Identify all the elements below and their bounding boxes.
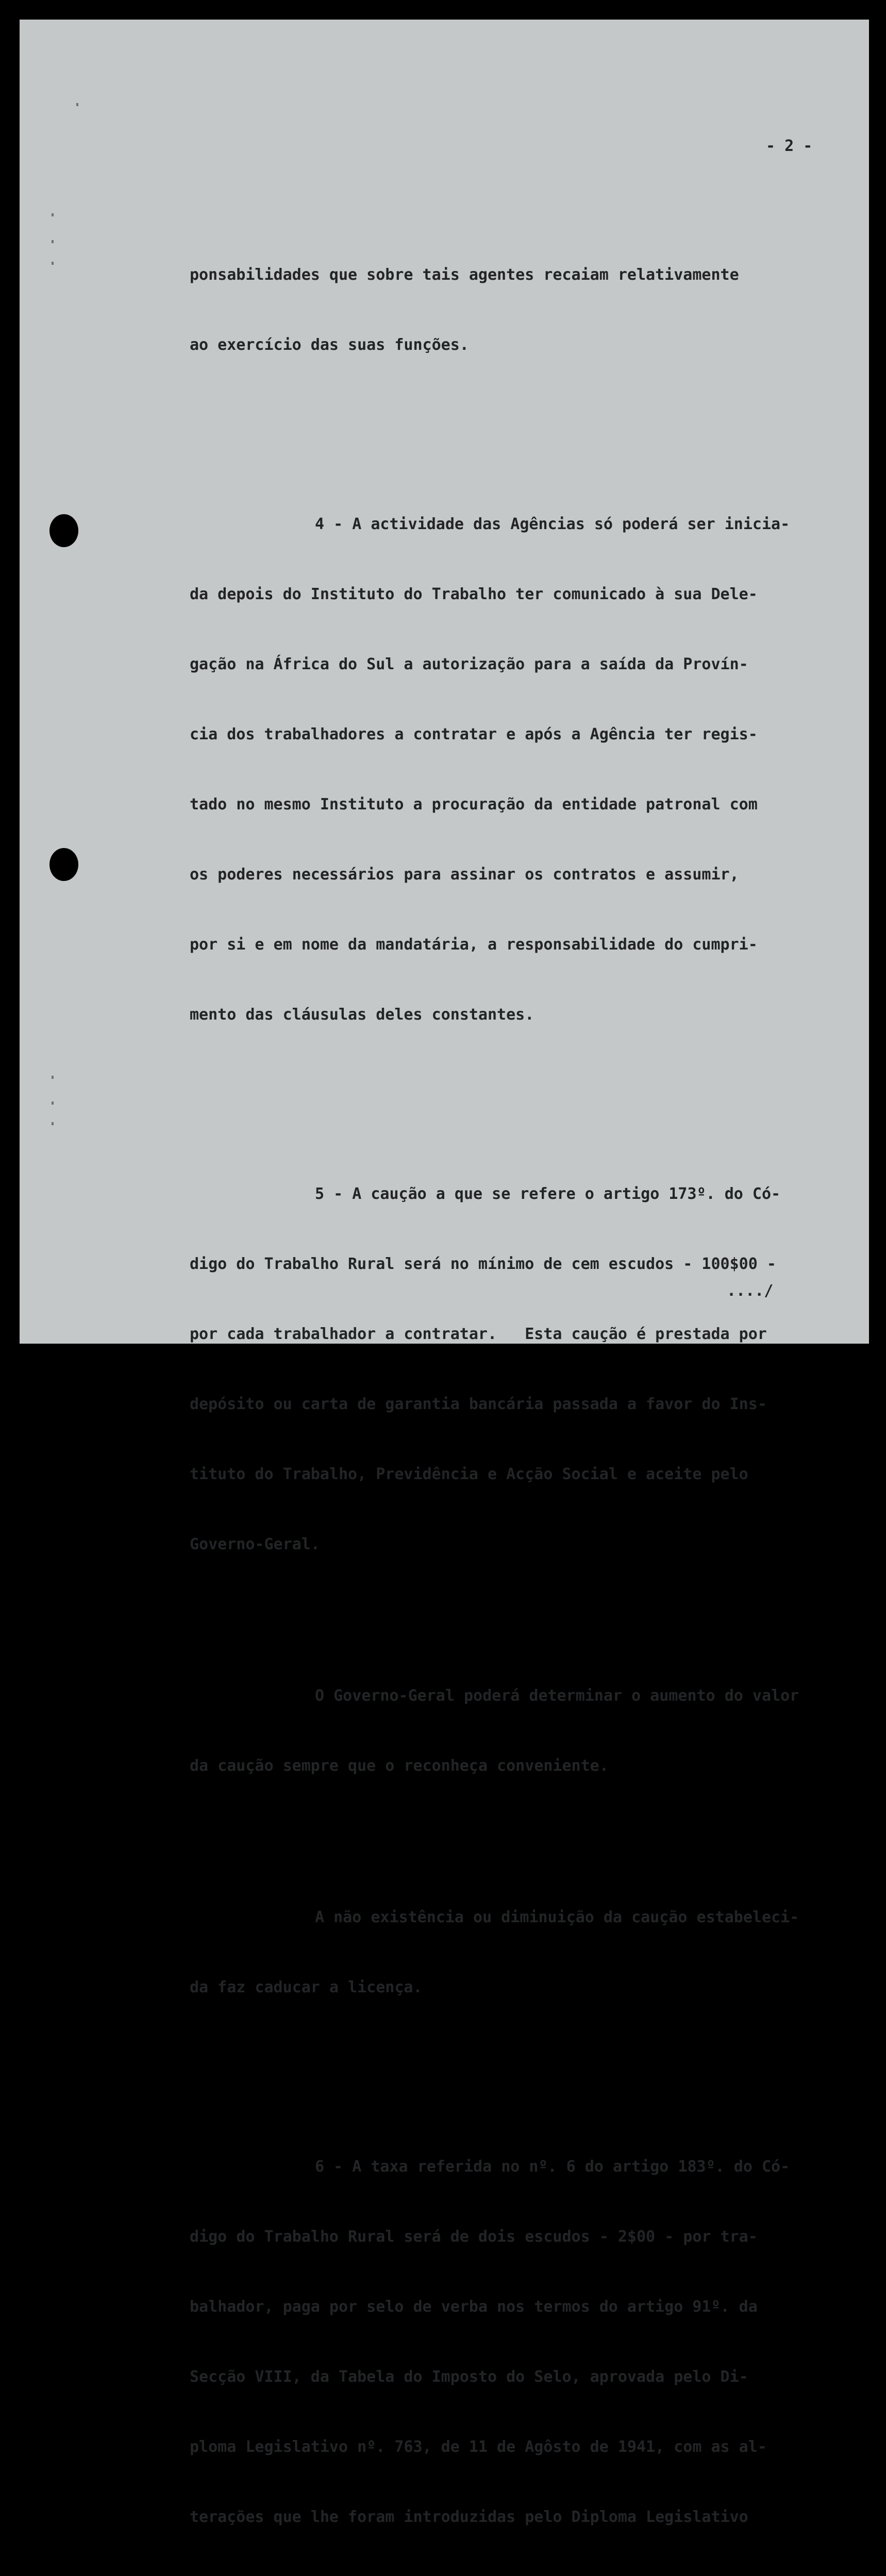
punch-hole — [49, 514, 78, 547]
text-line: Governo-Geral. — [190, 1535, 320, 1553]
text-line: da depois do Instituto do Trabalho ter comunicado à sua Dele- — [190, 585, 758, 603]
paper-speck — [52, 240, 54, 243]
text-line: da caução sempre que o reconheça conveniente. — [190, 1757, 609, 1775]
paper-speck — [52, 213, 54, 216]
text-line: tituto do Trabalho, Previdência e Acção Social e aceite pelo — [190, 1465, 748, 1483]
text-line: 6 - A taxa referida no nº. 6 do artigo 183º. do Có- — [315, 2158, 790, 2176]
text-line: da faz caducar a licença. — [190, 1978, 423, 1996]
text-line: mento das cláusulas deles constantes. — [190, 1006, 534, 1024]
text-line: balhador, paga por selo de verba nos termos do artigo 91º. da — [190, 2298, 758, 2316]
text-line: digo do Trabalho Rural será no mínimo de cem escudos - 100$00 - — [190, 1255, 776, 1273]
paper-speck — [52, 1122, 54, 1125]
document-body — [190, 204, 865, 2576]
text-line: ponsabilidades que sobre tais agentes recaiam relativamente — [190, 266, 739, 284]
text-line: por cada trabalhador a contratar. Esta caução é prestada por — [190, 1325, 767, 1343]
page-number: - 2 - — [766, 137, 813, 155]
text-line: ao exercício das suas funções. — [190, 336, 469, 354]
document-page — [20, 20, 869, 2526]
paper-speck — [52, 1076, 54, 1079]
text-line: A não existência ou diminuição da caução estabeleci- — [315, 1908, 799, 1926]
paper-speck — [76, 103, 78, 106]
text-line: gação na África do Sul a autorização para a saída da Provín- — [190, 655, 748, 673]
text-line: terações que lhe foram introduzidas pelo Diploma Legislativo — [190, 2508, 748, 2526]
text-line: cia dos trabalhadores a contratar e após a Agência ter regis- — [190, 725, 758, 743]
text-line: Secção VIII, da Tabela do Imposto do Selo, aprovada pelo Di- — [190, 2368, 748, 2386]
text-line: tado no mesmo Instituto a procuração da entidade patronal com — [190, 795, 758, 814]
paper-speck — [52, 262, 54, 265]
text-line — [190, 2570, 865, 2576]
text-line: os poderes necessários para assinar os contratos e assumir, — [190, 866, 739, 884]
text-line: 5 - A caução a que se refere o artigo 173º. do Có- — [315, 1185, 781, 1203]
text-line: O Governo-Geral poderá determinar o aumento do valor — [315, 1687, 799, 1705]
text-line: depósito ou carta de garantia bancária passada a favor do Ins- — [190, 1395, 767, 1413]
punch-hole — [49, 848, 78, 881]
text-line: ploma Legislativo nº. 763, de 11 de Agôsto de 1941, com as al- — [190, 2438, 767, 2456]
text-line: 4 - A actividade das Agências só poderá ser inicia- — [315, 515, 790, 533]
paper-speck — [52, 1101, 54, 1105]
text-line: digo do Trabalho Rural será de dois escudos - 2$00 - por tra- — [190, 2228, 758, 2246]
continuation-mark: ..../ — [727, 1282, 774, 1300]
text-line: por si e em nome da mandatária, a responsabilidade do cumpri- — [190, 936, 758, 954]
